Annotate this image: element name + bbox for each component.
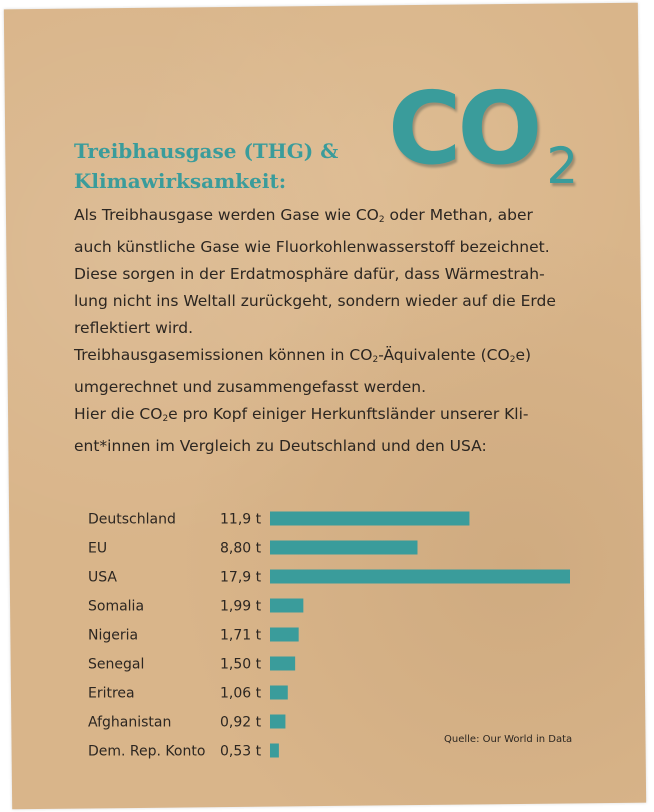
body-line-4: lung nicht ins Weltall zurückgeht, sondern wieder auf die Erde [74, 292, 556, 310]
body-line-6a: Treibhausgasemissionen können in CO [74, 346, 373, 364]
body-line-6-sub: 2 [372, 355, 379, 365]
body-line-7: umgerechnet und zusammengefasst werden. [74, 378, 427, 396]
bar [270, 715, 285, 729]
bar [270, 599, 303, 613]
category-label: USA [88, 569, 117, 586]
value-label: 1,06 t [220, 685, 262, 702]
bar [270, 512, 469, 526]
value-label: 1,71 t [220, 627, 262, 644]
category-label: Dem. Rep. Konto [88, 743, 206, 760]
source-note: Quelle: Our World in Data [444, 734, 573, 745]
bar [270, 570, 570, 584]
heading [74, 136, 394, 196]
bar [270, 628, 299, 642]
body-line-8b: e pro Kopf einiger Herkunftsländer unserer Kli- [168, 405, 529, 423]
body-line-2: auch künstliche Gase wie Fluorkohlenwasserstoff bezeichnet. [74, 238, 550, 256]
body-line-8a: Hier die CO [74, 405, 163, 423]
body-line-1a: Als Treibhausgase werden Gase wie CO [74, 206, 379, 224]
bar [270, 686, 288, 700]
heading-line-1: Treibhausgase (THG) & [74, 139, 339, 163]
body-line-3: Diese sorgen in der Erdatmosphäre dafür, dass Wärmestrah- [74, 265, 545, 283]
body-line-8 [74, 401, 584, 433]
category-label: Somalia [88, 598, 145, 615]
category-label: Nigeria [88, 627, 139, 644]
body-line-9: ent*innen im Vergleich zu Deutschland und den USA: [74, 437, 487, 455]
heading-line-2: Klimawirksamkeit: [74, 169, 287, 193]
value-label: 17,9 t [220, 569, 262, 586]
bar [270, 744, 279, 758]
value-label: 0,53 t [220, 743, 262, 760]
value-label: 8,80 t [220, 540, 262, 557]
value-label: 1,99 t [220, 598, 262, 615]
category-label: Senegal [88, 656, 145, 673]
category-label: Afghanistan [88, 714, 172, 731]
body-line-6c: e) [515, 346, 532, 364]
body-line-6 [74, 342, 584, 374]
co2-logo-sub: 2 [546, 137, 579, 195]
value-label: 0,92 t [220, 714, 262, 731]
body-line-1b: oder Methan, aber [384, 206, 533, 224]
body-line-8-sub: 2 [162, 414, 169, 424]
bar [270, 657, 295, 671]
body-line-1 [74, 202, 584, 234]
emissions-bar-chart [60, 494, 620, 774]
body-line-6b: -Äquivalente (CO [378, 346, 510, 364]
value-label: 1,50 t [220, 656, 262, 673]
body-line-5: reflektiert wird. [74, 319, 193, 337]
value-label: 11,9 t [220, 511, 262, 528]
body-line-6-sub2: 2 [509, 355, 516, 365]
co2-logo [388, 70, 579, 195]
body-text [74, 202, 584, 460]
bar [270, 541, 417, 555]
category-label: EU [88, 540, 108, 557]
category-label: Eritrea [88, 685, 135, 702]
body-line-1-sub: 2 [378, 215, 385, 225]
co2-logo-main: CO [388, 70, 539, 187]
category-label: Deutschland [88, 511, 176, 528]
